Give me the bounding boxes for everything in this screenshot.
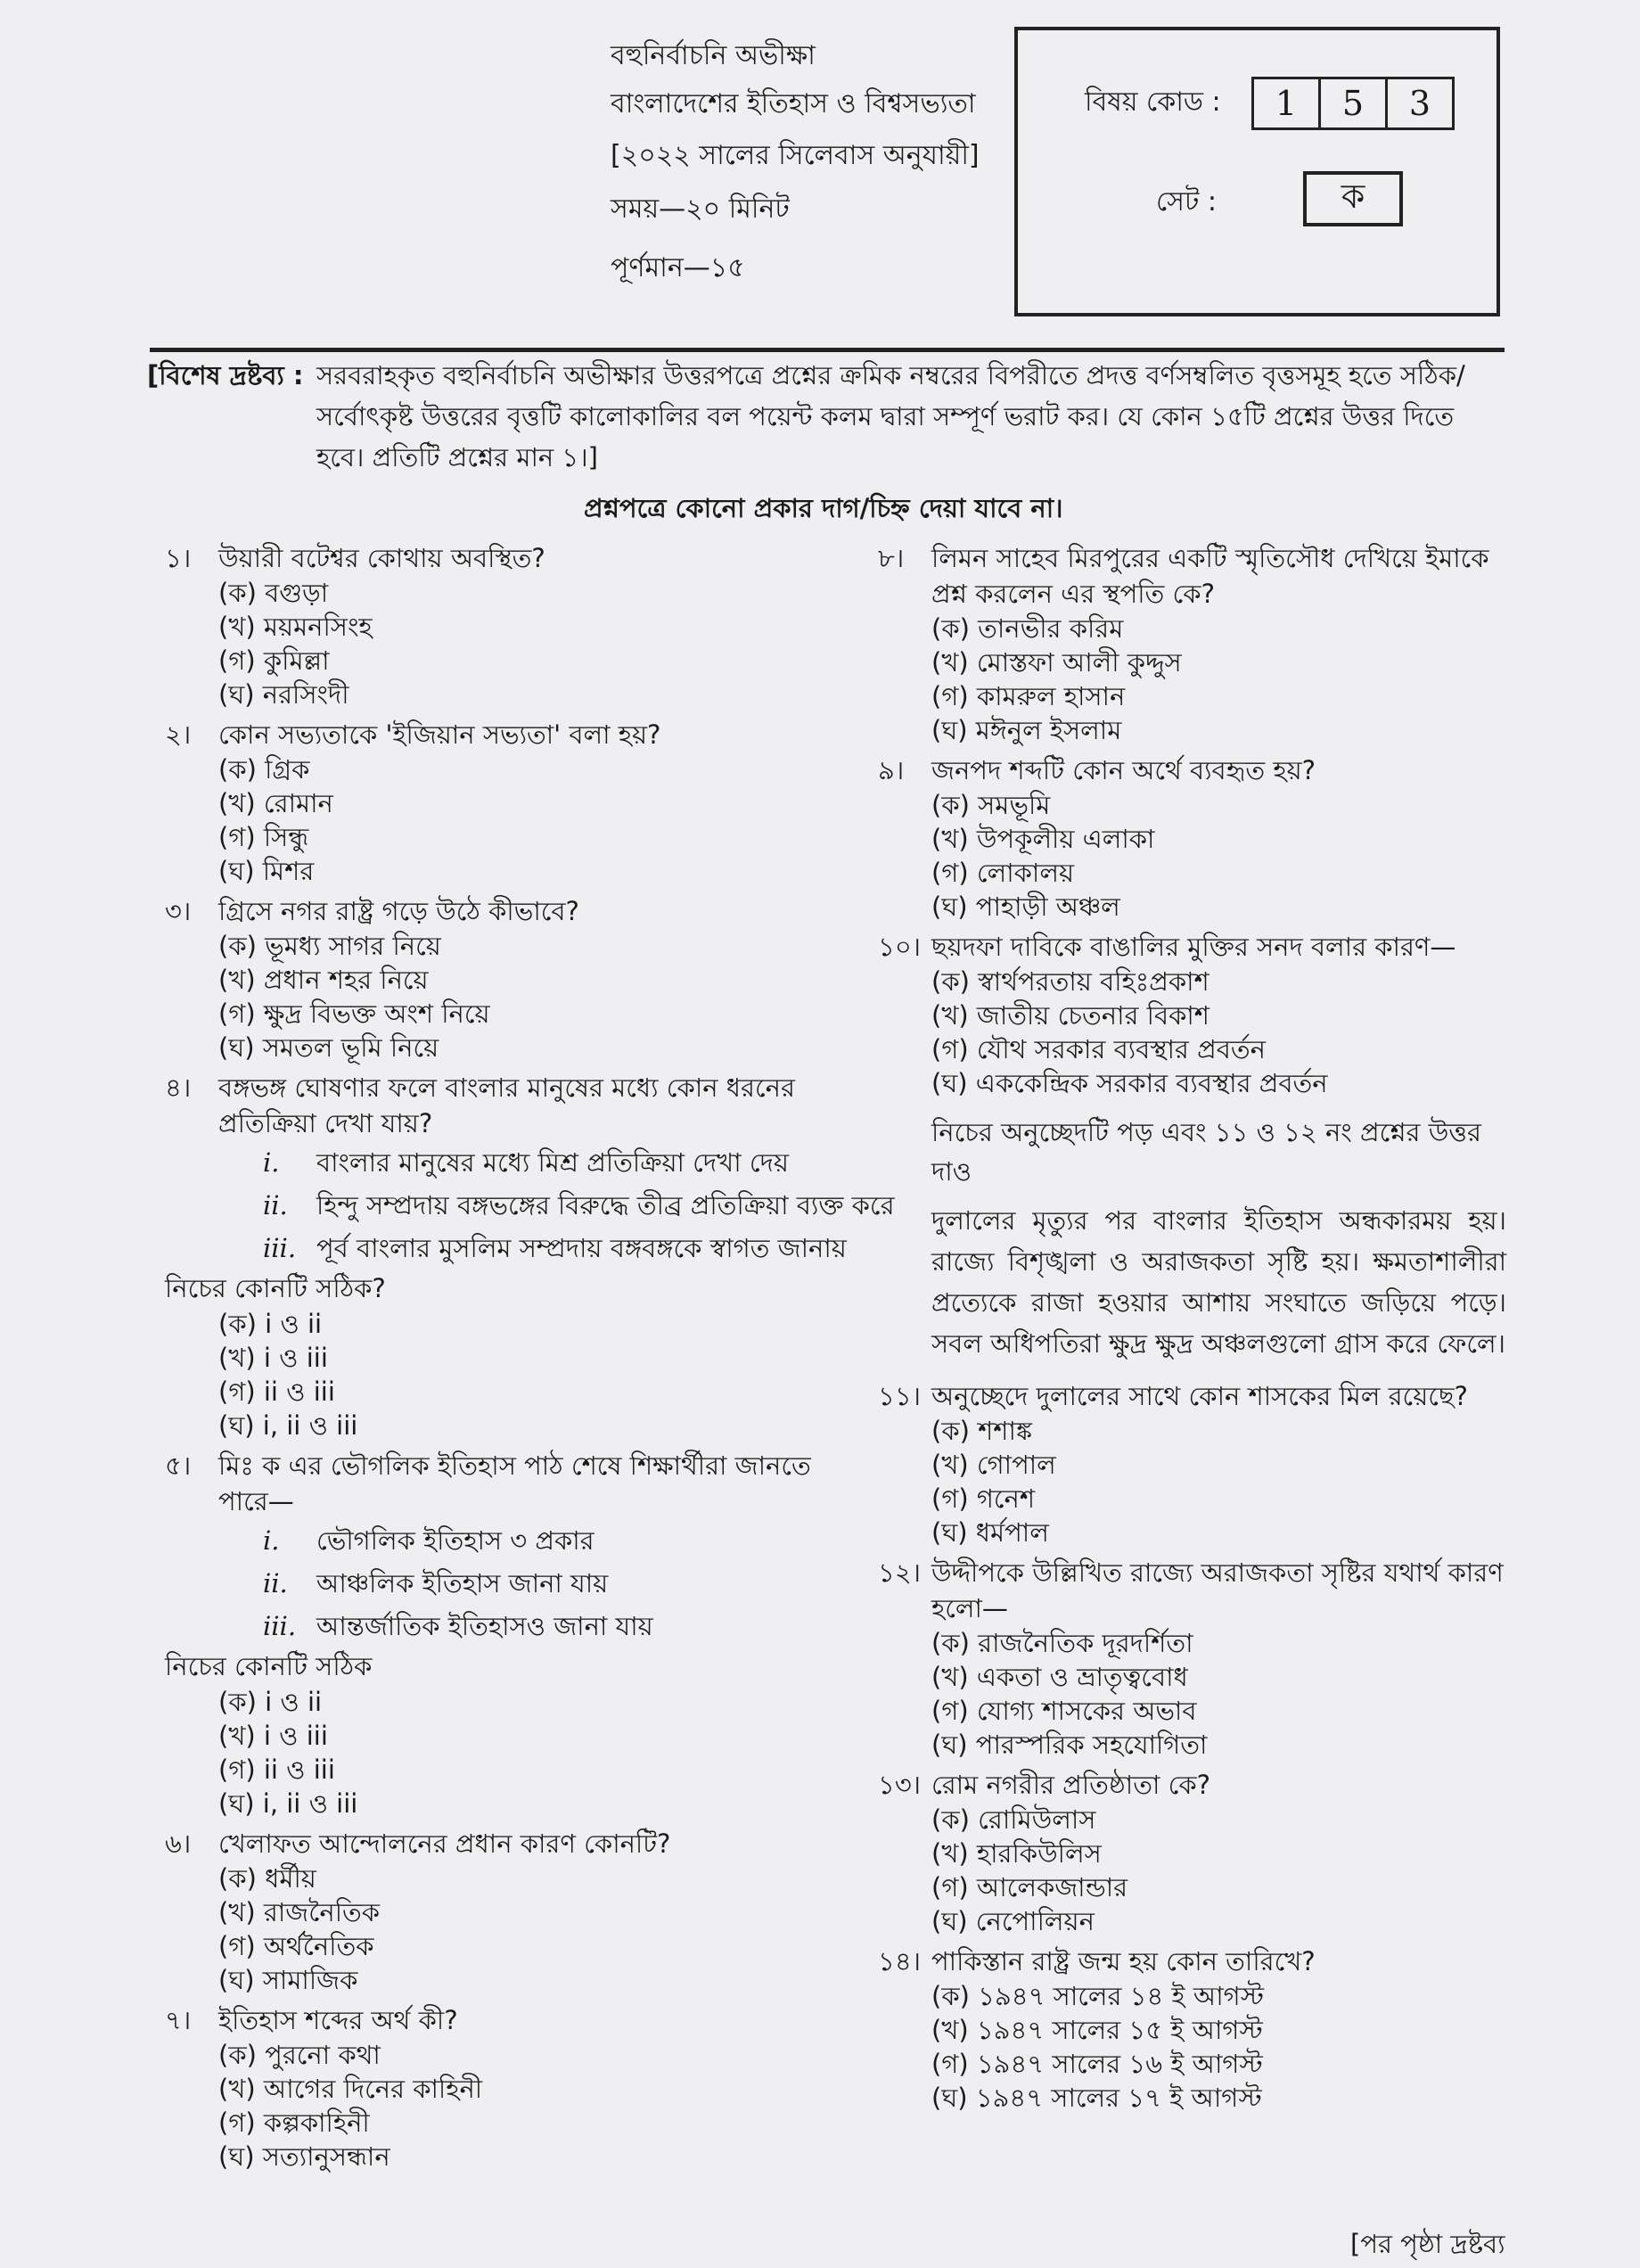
question-number: ১। [165,543,192,573]
question-number: ৮। [878,543,905,573]
option: (ঘ) মঈনুল ইসলাম [931,715,1122,745]
subject-code-label: বিষয় কোড : [1085,86,1221,118]
statement-numeral: i. [263,1147,280,1178]
option: (ঘ) পাহাড়ী অঞ্চল [931,892,1120,922]
option: (গ) যোগ্য শাসকের অভাব [931,1696,1197,1726]
question-text: জনপদ শব্দটি কোন অর্থে ব্যবহৃত হয়? [931,755,1316,785]
option: (ঘ) সত্যানুসন্ধান [218,2141,390,2172]
option: (গ) ii ও iii [218,1754,335,1785]
option: (গ) ii ও iii [218,1376,335,1407]
statement-text: পূর্ব বাংলার মুসলিম সম্প্রদায় বঙ্গবঙ্গকে স্বাগত জানায় [316,1233,847,1263]
statement-text: বাংলার মানুষের মধ্যে মিশ্র প্রতিক্রিয়া দেখা দেয় [316,1147,789,1178]
right-column [878,540,1506,2120]
question [878,1378,1506,1549]
option: (খ) গোপাল [931,1450,1056,1480]
statement [165,1184,895,1227]
option: (ঘ) এককেন্দ্রিক সরকার ব্যবস্থার প্রবর্তন [931,1068,1328,1098]
option: (ক) গ্রিক [218,754,310,785]
notice-label: [বিশেষ দ্রষ্টব্য : [147,360,304,390]
syllabus-note: [২০২২ সালের সিলেবাস অনুযায়ী] [611,140,980,171]
option: (খ) রোমান [218,788,333,818]
option: (ক) ধর্মীয় [218,1863,316,1894]
question-number: ৬। [165,1828,192,1859]
option: (ঘ) নরসিংদী [218,679,349,710]
notice-text: সরবরাহকৃত বহুনির্বাচনি অভীক্ষার উত্তরপত্রে প্রশ্নের ক্রমিক নম্বরের বিপরীতে প্রদত্ত বর্ণসম্বলিত বৃত্তসমূহ হতে সঠিক/সর্বোৎকৃষ্ট উত্তরের বৃত্তটি কালোকালির বল পয়েন্ট কলম দ্বারা সম্পূর্ণ ভরাট কর। যে কোন ১৫টি প্রশ্নের উত্তর দিতে হবে। প্রতিটি প্রশ্নের মান ১।] [316,360,1465,472]
code-digit: 5 [1321,79,1388,127]
question-text: মিঃ ক এর ভৌগলিক ইতিহাস পাঠ শেষে শিক্ষার্থীরা জানতে পারে— [218,1450,811,1516]
question-text: ইতিহাস শব্দের অর্থ কী? [218,2005,458,2035]
full-marks: পূর্ণমান—১৫ [611,252,745,284]
option: (ক) শশাঙ্ক [931,1416,1033,1446]
which-correct: নিচের কোনটি সঠিক [165,1651,373,1681]
statement-numeral: ii. [263,1190,288,1220]
statement [165,1519,860,1562]
statement-text: হিন্দু সম্প্রদায় বঙ্গভঙ্গের বিরুদ্ধে তীব্র প্রতিক্রিয়া ব্যক্ত করে [316,1190,895,1220]
question [878,1767,1506,1938]
question [165,1448,860,1820]
question-text: উদ্দীপকে উল্লিখিত রাজ্যে অরাজকতা সৃষ্টির যথার্থ কারণ হলো— [931,1557,1504,1623]
option: (গ) কল্পকাহিনী [218,2108,370,2138]
option: (ঘ) সামাজিক [218,1965,358,1995]
option: (ঘ) নেপোলিয়ন [931,1906,1095,1936]
statement-text: আন্তর্জাতিক ইতিহাসও জানা যায় [316,1611,653,1641]
which-correct: নিচের কোনটি সঠিক? [165,1273,386,1303]
no-mark-warning: প্রশ্নপত্রে কোনো প্রকার দাগ/চিহ্ন দেয়া যাবে না। [584,493,1063,523]
option: (ঘ) পারস্পরিক সহযোগিতা [931,1730,1208,1760]
passage-text: দুলালের মৃত্যুর পর বাংলার ইতিহাস অন্ধকারময় হয়। রাজ্যে বিশৃঙ্খলা ও অরাজকতা সৃষ্টি হয়। ক্ষমতাশালীরা প্রত্যেকে রাজা হওয়ার আশায় সংঘাতে জড়িয়ে পড়ে। সবল অধিপতিরা ক্ষুদ্র ক্ষুদ্র অঞ্চলগুলো গ্রাস করে ফেলে। [931,1205,1506,1359]
set-value-box: ক [1303,171,1403,226]
option: (ঘ) মিশর [218,856,315,886]
question [165,540,860,711]
statement-numeral: iii. [263,1233,297,1263]
option: (খ) মোস্তফা আলী কুদ্দুস [931,647,1182,678]
option: (ক) বগুড়া [218,578,329,608]
exam-type: বহুনির্বাচনি অভীক্ষা [611,40,816,71]
question [878,540,1506,747]
option: (গ) কুমিল্লা [218,645,330,676]
subject-title: বাংলাদেশের ইতিহাস ও বিশ্বসভ্যতা [611,88,976,119]
statement [165,1562,860,1605]
option: (ঘ) i, ii ও iii [218,1410,358,1441]
option: (ঘ) ১৯৪৭ সালের ১৭ ই আগস্ট [931,2083,1262,2113]
subject-code-digits [1251,77,1455,130]
option: (ক) রাজনৈতিক দূরদর্শিতা [931,1628,1193,1658]
question [878,1943,1506,2115]
question [165,1826,860,1997]
option: (খ) প্রধান শহর নিয়ে [218,965,429,995]
option: (ক) সমভূমি [931,790,1051,820]
statement [165,1605,860,1648]
option: (খ) উপকূলীয় এলাকা [931,824,1155,854]
question-number: ৪। [165,1072,192,1103]
option: (ঘ) i, ii ও iii [218,1788,358,1819]
option: (খ) i ও iii [218,1343,328,1373]
statement-text: ভৌগলিক ইতিহাস ৩ প্রকার [316,1525,594,1556]
option: (খ) আগের দিনের কাহিনী [218,2074,483,2104]
question-text: গ্রিসে নগর রাষ্ট্র গড়ে উঠে কীভাবে? [218,896,579,926]
option: (গ) অর্থনৈতিক [218,1931,374,1961]
option: (খ) ময়মনসিংহ [218,612,373,642]
option: (ক) রোমিউলাস [931,1804,1096,1835]
question-text: অনুচ্ছেদে দুলালের সাথে কোন শাসকের মিল রয়েছে? [931,1381,1468,1411]
option: (গ) লোকালয় [931,858,1075,888]
left-column [165,540,895,2179]
option: (গ) যৌথ সরকার ব্যবস্থার প্রবর্তন [931,1034,1266,1064]
question-text: লিমন সাহেব মিরপুরের একটি স্মৃতিসৌধ দেখিয়ে ইমাকে প্রশ্ন করলেন এর স্থপতি কে? [931,543,1489,609]
option: (গ) গনেশ [931,1483,1035,1514]
option: (ক) ভূমধ্য সাগর নিয়ে [218,931,441,961]
question-text: পাকিস্তান রাষ্ট্র জন্ম হয় কোন তারিখে? [931,1946,1316,1976]
statement-text: আঞ্চলিক ইতিহাস জানা যায় [316,1568,609,1598]
code-digit: 3 [1408,84,1431,123]
question [165,893,860,1064]
question-text: রোম নগরীর প্রতিষ্ঠাতা কে? [931,1770,1211,1800]
statement [165,1141,860,1184]
question [878,752,1506,924]
question-text: উয়ারী বটেশ্বর কোথায় অবস্থিত? [218,543,545,573]
passage-instruction: নিচের অনুচ্ছেদটি পড় এবং ১১ ও ১২ নং প্রশ্নের উত্তর দাও [931,1117,1481,1187]
subject-code-box [1014,27,1500,316]
question-number: ৭। [165,2005,192,2035]
option: (ক) i ও ii [218,1309,323,1339]
question-number: ১০। [878,932,922,962]
statement [165,1227,860,1270]
header-rule [150,348,1505,352]
question-text: ছয়দফা দাবিকে বাঙালির মুক্তির সনদ বলার কারণ— [931,932,1456,962]
question [165,1070,895,1442]
question-number: ৩। [165,896,192,926]
exam-time: সময়—২০ মিনিট [611,193,790,225]
special-notice [147,355,1506,478]
question-number: ১১। [878,1381,922,1411]
option: (গ) আলেকজান্ডার [931,1872,1128,1902]
option: (গ) কামরুল হাসান [931,681,1126,711]
option: (খ) একতা ও ভ্রাতৃত্ববোধ [931,1662,1188,1692]
statement-numeral: iii. [263,1611,297,1641]
option: (ক) ১৯৪৭ সালের ১৪ ই আগস্ট [931,1981,1264,2011]
option: (খ) ১৯৪৭ সালের ১৫ ই আগস্ট [931,2015,1263,2045]
question-number: ৯। [878,755,905,785]
question-text: কোন সভ্যতাকে 'ইজিয়ান সভ্যতা' বলা হয়? [218,719,661,750]
question-number: ১২। [878,1557,922,1588]
option: (খ) i ও iii [218,1721,328,1751]
option: (ক) তানভীর করিম [931,613,1124,644]
question-number: ১৪। [878,1946,922,1976]
question-number: ২। [165,719,192,750]
question [878,1555,1506,1762]
option: (ঘ) সমতল ভূমি নিয়ে [218,1032,439,1063]
question-text: বঙ্গভঙ্গ ঘোষণার ফলে বাংলার মানুষের মধ্যে কোন ধরনের প্রতিক্রিয়া দেখা যায়? [218,1072,795,1138]
question [878,929,1506,1100]
option: (ঘ) ধর্মপাল [931,1517,1049,1548]
code-digit: 1 [1254,79,1321,127]
statement-numeral: ii. [263,1568,288,1598]
option: (গ) ক্ষুদ্র বিভক্ত অংশ নিয়ে [218,998,490,1029]
question-number: ১৩। [878,1770,922,1800]
option: (ক) i ও ii [218,1687,323,1717]
option: (ক) স্বার্থপরতায় বহিঃপ্রকাশ [931,966,1210,997]
option: (খ) হারকিউলিস [931,1838,1102,1869]
option: (খ) জাতীয় চেতনার বিকাশ [931,1000,1210,1031]
question-number: ৫। [165,1450,192,1481]
statement-numeral: i. [263,1525,280,1556]
option: (গ) সিন্ধু [218,822,309,852]
set-label: সেট : [1156,186,1217,218]
next-page-note: [পর পৃষ্ঠা দ্রষ্টব্য [1350,2229,1505,2259]
option: (খ) রাজনৈতিক [218,1897,381,1927]
question-text: খেলাফত আন্দোলনের প্রধান কারণ কোনটি? [218,1828,671,1859]
question [165,2002,860,2174]
option: (গ) ১৯৪৭ সালের ১৬ ই আগস্ট [931,2049,1263,2079]
question [165,717,860,888]
option: (ক) পুরনো কথা [218,2040,381,2070]
